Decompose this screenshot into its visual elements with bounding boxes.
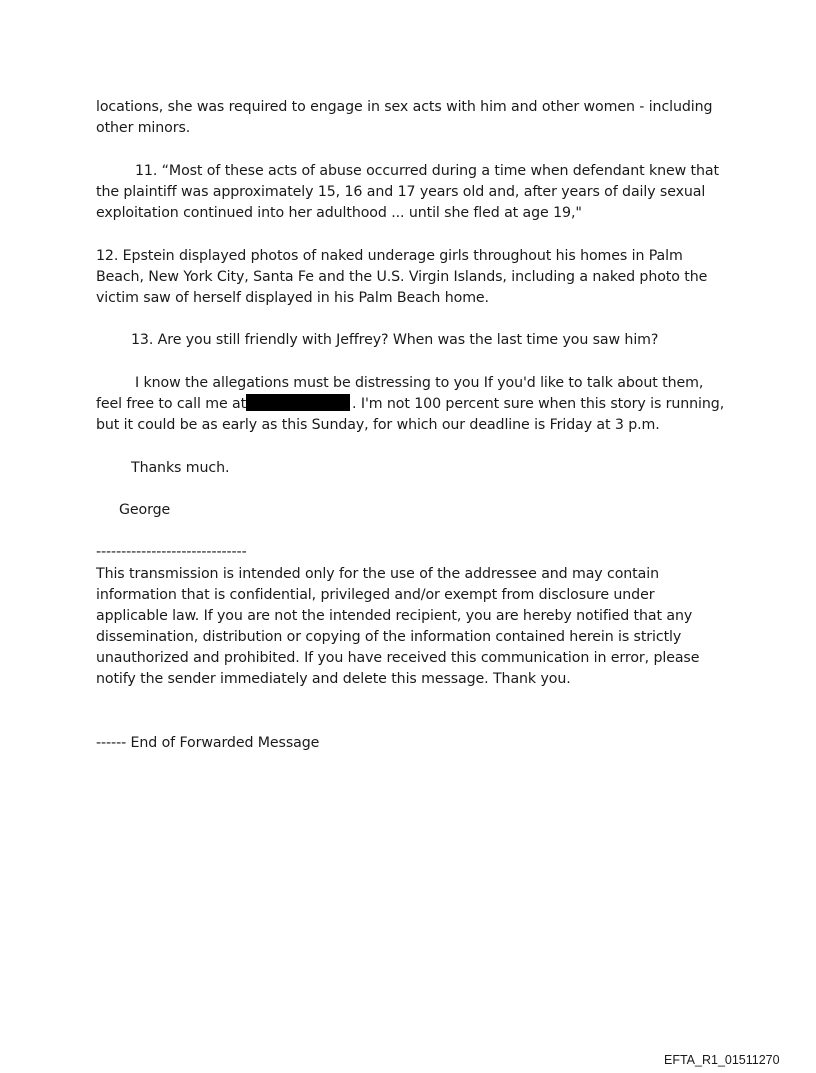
disclaimer-line: notify the sender immediately and delete this message. Thank you. bbox=[96, 671, 571, 687]
separator-line: ------------------------------ bbox=[96, 544, 247, 560]
bates-number: EFTA_R1_01511270 bbox=[664, 1053, 780, 1067]
body-line: but it could be as early as this Sunday, for which our deadline is Friday at 3 p.m. bbox=[96, 417, 660, 433]
body-line: exploitation continued into her adulthood ... until she fled at age 19," bbox=[96, 205, 582, 221]
body-text: feel free to call me at bbox=[96, 396, 247, 412]
disclaimer-line: applicable law. If you are not the intended recipient, you are hereby notified that any bbox=[96, 608, 693, 624]
body-line: victim saw of herself displayed in his Palm Beach home. bbox=[96, 290, 489, 306]
body-line: 11. “Most of these acts of abuse occurred during a time when defendant knew that bbox=[135, 163, 719, 179]
body-line: the plaintiff was approximately 15, 16 and 17 years old and, after years of daily sexual bbox=[96, 184, 706, 200]
signature-name: George bbox=[119, 502, 171, 518]
end-of-message: ------ End of Forwarded Message bbox=[96, 735, 320, 751]
disclaimer-line: dissemination, distribution or copying of the information contained herein is strictly bbox=[96, 629, 682, 645]
body-line: other minors. bbox=[96, 120, 191, 136]
sign-off: Thanks much. bbox=[131, 460, 230, 476]
body-line-with-redaction bbox=[96, 394, 724, 415]
disclaimer-line: information that is confidential, privileged and/or exempt from disclosure under bbox=[96, 587, 655, 603]
body-line: Beach, New York City, Santa Fe and the U.S. Virgin Islands, including a naked photo the bbox=[96, 269, 708, 285]
redaction-box bbox=[246, 394, 350, 411]
body-line: 12. Epstein displayed photos of naked underage girls throughout his homes in Palm bbox=[96, 248, 683, 264]
disclaimer-line: unauthorized and prohibited. If you have received this communication in error, please bbox=[96, 650, 700, 666]
body-line: locations, she was required to engage in sex acts with him and other women - including bbox=[96, 99, 713, 115]
body-line: I know the allegations must be distressing to you If you'd like to talk about them, bbox=[135, 375, 704, 391]
disclaimer-line: This transmission is intended only for the use of the addressee and may contain bbox=[96, 566, 659, 582]
body-line: 13. Are you still friendly with Jeffrey? When was the last time you saw him? bbox=[131, 332, 659, 348]
body-text: . I'm not 100 percent sure when this story is running, bbox=[352, 396, 725, 412]
